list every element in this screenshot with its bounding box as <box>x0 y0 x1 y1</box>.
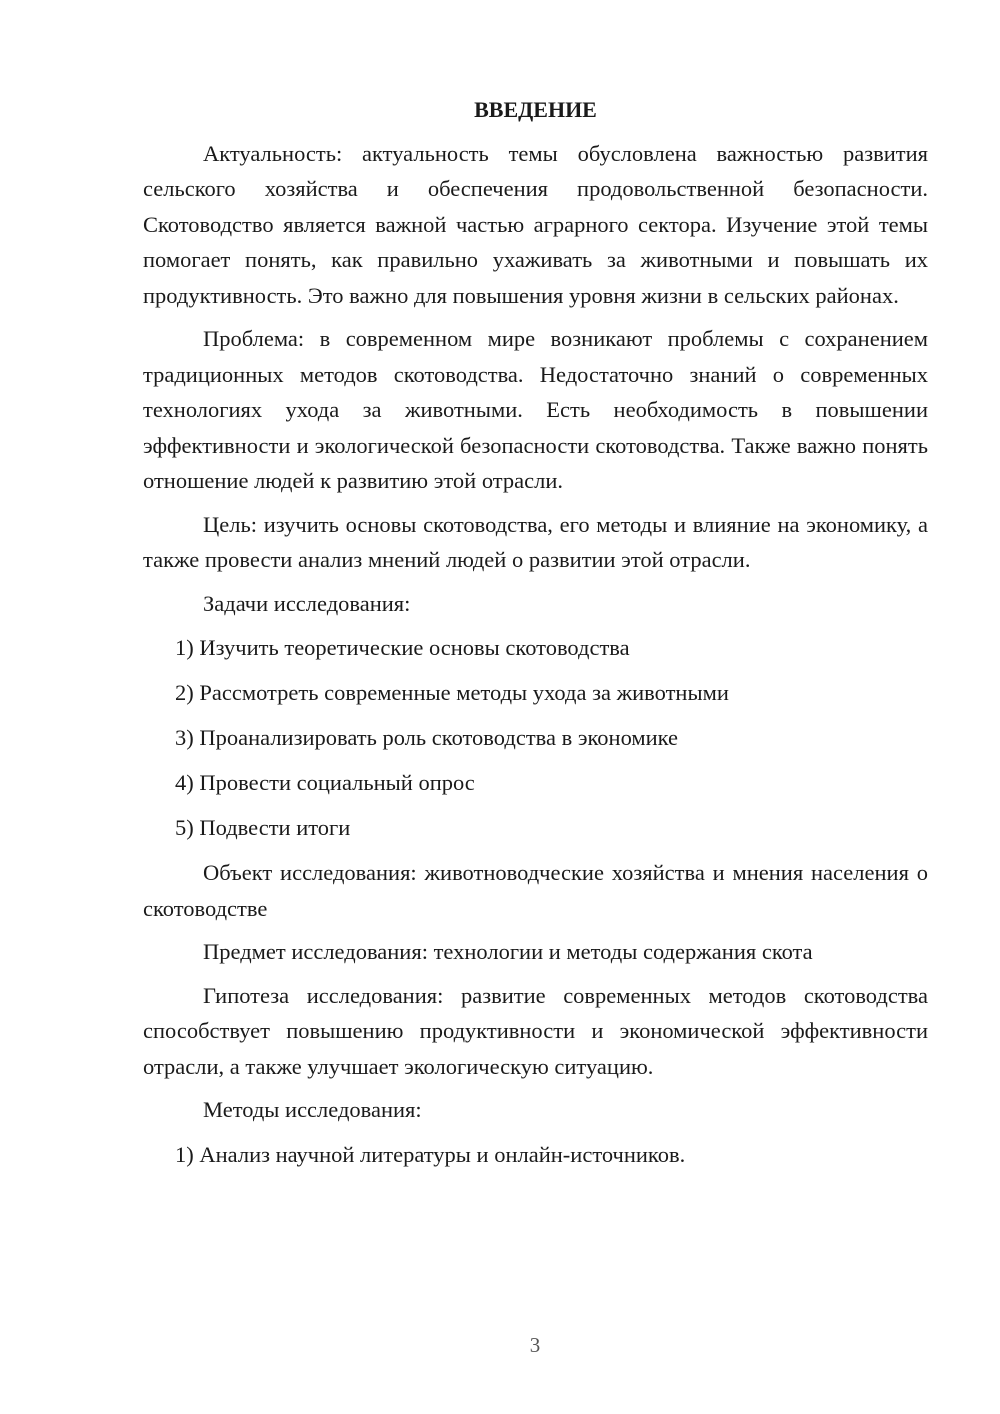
list-item: 5) Подвести итоги <box>175 815 351 840</box>
document-page <box>143 92 928 1182</box>
hypothesis-paragraph: Гипотеза исследования: развитие современных методов скотоводства способствует повышению продуктивности и экономической эффективности отрасли, а также улучшает экологическую ситуацию. <box>143 982 928 1079</box>
problem-paragraph: Проблема: в современном мире возникают проблемы с сохранением традиционных методов скотоводства. Недостаточно знаний о современных технологиях ухода за животными. Есть необходимость в повышении эффективности и экологической безопасности скотоводства. Также важно понять отношение людей к развитию этой отрасли. <box>143 326 928 493</box>
page-number: 3 <box>529 1333 541 1357</box>
list-item: 1) Изучить теоретические основы скотоводства <box>175 635 630 660</box>
list-item: 3) Проанализировать роль скотоводства в экономике <box>175 725 679 750</box>
tasks-heading: Задачи исследования: <box>203 590 411 616</box>
object-paragraph: Объект исследования: животноводческие хозяйства и мнения населения о скотоводстве <box>143 860 928 921</box>
tasks-list <box>143 630 928 846</box>
page-title: ВВЕДЕНИЕ <box>474 97 597 122</box>
relevance-paragraph: Актуальность: актуальность темы обусловлена важностью развития сельского хозяйства и обеспечения продовольственной безопасности. Скотоводство является важной частью аграрного сектора. Изучение этой темы помогает понять, как правильно ухаживать за животными и повышать их продуктивность. Это важно для повышения уровня жизни в сельских районах. <box>143 140 928 308</box>
methods-list <box>143 1137 928 1173</box>
list-item: 4) Провести социальный опрос <box>175 770 475 795</box>
list-item: 1) Анализ научной литературы и онлайн-источников. <box>175 1141 686 1167</box>
list-item: 2) Рассмотреть современные методы ухода за животными <box>175 680 729 705</box>
goal-paragraph: Цель: изучить основы скотоводства, его методы и влияние на экономику, а также провести анализ мнений людей о развитии этой отрасли. <box>143 511 928 572</box>
methods-heading: Методы исследования: <box>203 1097 422 1122</box>
subject-paragraph: Предмет исследования: технологии и методы содержания скота <box>203 939 813 964</box>
